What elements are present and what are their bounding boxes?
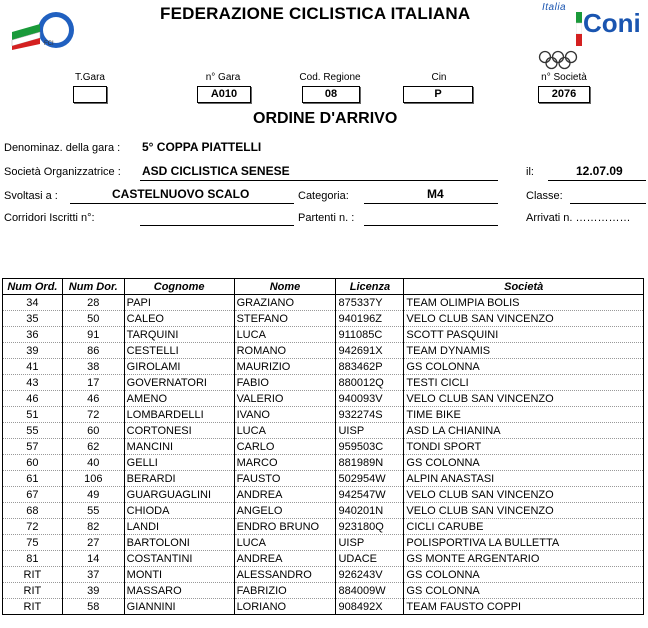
- cell-cognome: GIANNINI: [124, 599, 234, 615]
- cell-nome: STEFANO: [234, 311, 336, 327]
- cell-num-dor: 37: [62, 567, 124, 583]
- table-row: [3, 375, 644, 391]
- cell-num-ord: 36: [3, 327, 63, 343]
- cell-cognome: CORTONESI: [124, 423, 234, 439]
- table-row: [3, 599, 644, 615]
- cell-licenza: 940196Z: [336, 311, 404, 327]
- cell-nome: LUCA: [234, 535, 336, 551]
- federation-title: FEDERAZIONE CICLISTICA ITALIANA: [160, 4, 471, 23]
- cell-cognome: TARQUINI: [124, 327, 234, 343]
- table-row: [3, 567, 644, 583]
- cell-cognome: PAPI: [124, 295, 234, 311]
- coni-logo: [528, 2, 644, 72]
- tgara-box: [73, 86, 107, 103]
- categoria-underline: [364, 203, 498, 204]
- tgara-label: T.Gara: [74, 72, 105, 83]
- header-licenza: Licenza: [336, 279, 404, 295]
- classe-label: Classe:: [526, 190, 563, 202]
- cell-societa: VELO CLUB SAN VINCENZO: [404, 487, 644, 503]
- cell-licenza: 940093V: [336, 391, 404, 407]
- cell-licenza: UISP: [336, 535, 404, 551]
- cell-cognome: CESTELLI: [124, 343, 234, 359]
- cell-num-dor: 82: [62, 519, 124, 535]
- cell-nome: FABIO: [234, 375, 336, 391]
- header-nome: Nome: [234, 279, 336, 295]
- cell-licenza: 959503C: [336, 439, 404, 455]
- arrivati-label: Arrivati n. ……………: [526, 212, 631, 224]
- cell-licenza: 883462P: [336, 359, 404, 375]
- cell-cognome: AMENO: [124, 391, 234, 407]
- table-row: [3, 407, 644, 423]
- partenti-underline: [364, 225, 498, 226]
- cell-num-dor: 50: [62, 311, 124, 327]
- cell-societa: POLISPORTIVA LA BULLETTA: [404, 535, 644, 551]
- table-row: [3, 455, 644, 471]
- svoltasi-underline: [70, 203, 294, 204]
- cin-label: Cin: [431, 72, 447, 83]
- cin-box: P: [403, 86, 473, 103]
- denominazione-value: 5° COPPA PIATTELLI: [142, 140, 262, 154]
- table-row: [3, 535, 644, 551]
- table-row: [3, 295, 644, 311]
- cell-nome: ALESSANDRO: [234, 567, 336, 583]
- results-table: [2, 278, 644, 615]
- cell-num-dor: 60: [62, 423, 124, 439]
- cell-num-ord: 57: [3, 439, 63, 455]
- cell-societa: VELO CLUB SAN VINCENZO: [404, 311, 644, 327]
- header-num-ord: Num Ord.: [3, 279, 63, 295]
- cell-cognome: MANCINI: [124, 439, 234, 455]
- cell-num-dor: 39: [62, 583, 124, 599]
- header-societa: Società: [404, 279, 644, 295]
- cell-licenza: 932274S: [336, 407, 404, 423]
- cell-societa: GS COLONNA: [404, 359, 644, 375]
- header-cognome: Cognome: [124, 279, 234, 295]
- cell-num-dor: 17: [62, 375, 124, 391]
- cell-num-ord: 61: [3, 471, 63, 487]
- cell-licenza: UISP: [336, 423, 404, 439]
- table-row: [3, 487, 644, 503]
- cell-num-dor: 40: [62, 455, 124, 471]
- cell-num-ord: 75: [3, 535, 63, 551]
- cell-licenza: 875337Y: [336, 295, 404, 311]
- corridori-underline: [140, 225, 294, 226]
- cell-nome: ANGELO: [234, 503, 336, 519]
- cell-nome: GRAZIANO: [234, 295, 336, 311]
- cell-num-ord: 34: [3, 295, 63, 311]
- svoltasi-value: CASTELNUOVO SCALO: [112, 187, 250, 201]
- table-row: [3, 471, 644, 487]
- cell-societa: SCOTT PASQUINI: [404, 327, 644, 343]
- cell-cognome: LOMBARDELLI: [124, 407, 234, 423]
- cell-licenza: UDACE: [336, 551, 404, 567]
- table-row: [3, 311, 644, 327]
- cell-num-dor: 49: [62, 487, 124, 503]
- cell-societa: GS COLONNA: [404, 455, 644, 471]
- corridori-label: Corridori Iscritti n°:: [4, 212, 95, 224]
- cell-licenza: 940201N: [336, 503, 404, 519]
- cell-licenza: 911085C: [336, 327, 404, 343]
- societa-value: ASD CICLISTICA SENESE: [142, 164, 290, 178]
- cell-licenza: 942547W: [336, 487, 404, 503]
- header-num-dor: Num Dor.: [62, 279, 124, 295]
- cell-nome: MAURIZIO: [234, 359, 336, 375]
- categoria-value: M4: [427, 187, 444, 201]
- results-body: [3, 295, 644, 615]
- denominazione-label: Denominaz. della gara :: [4, 142, 121, 154]
- cell-licenza: 881989N: [336, 455, 404, 471]
- fci-mark: FCI: [44, 41, 54, 47]
- codregione-label: Cod. Regione: [299, 72, 361, 83]
- cell-num-ord: 81: [3, 551, 63, 567]
- cell-num-dor: 27: [62, 535, 124, 551]
- date-label: il:: [526, 166, 534, 178]
- cell-cognome: MONTI: [124, 567, 234, 583]
- cell-nome: VALERIO: [234, 391, 336, 407]
- cell-societa: TEAM OLIMPIA BOLIS: [404, 295, 644, 311]
- cell-societa: GS COLONNA: [404, 567, 644, 583]
- cell-societa: TEAM DYNAMIS: [404, 343, 644, 359]
- cell-licenza: 926243V: [336, 567, 404, 583]
- table-row: [3, 343, 644, 359]
- cell-num-ord: 51: [3, 407, 63, 423]
- cell-nome: FAUSTO: [234, 471, 336, 487]
- cell-licenza: 942691X: [336, 343, 404, 359]
- ngara-box: A010: [197, 86, 251, 103]
- table-row: [3, 439, 644, 455]
- cell-licenza: 923180Q: [336, 519, 404, 535]
- cell-num-ord: 68: [3, 503, 63, 519]
- table-row: [3, 391, 644, 407]
- fci-logo: [10, 10, 76, 50]
- cell-cognome: CALEO: [124, 311, 234, 327]
- cell-num-dor: 14: [62, 551, 124, 567]
- cell-nome: ROMANO: [234, 343, 336, 359]
- cell-cognome: CHIODA: [124, 503, 234, 519]
- cell-cognome: BERARDI: [124, 471, 234, 487]
- cell-societa: ASD LA CHIANINA: [404, 423, 644, 439]
- cell-num-ord: 35: [3, 311, 63, 327]
- cell-cognome: GUARGUAGLINI: [124, 487, 234, 503]
- cell-num-ord: 67: [3, 487, 63, 503]
- cell-num-ord: 60: [3, 455, 63, 471]
- cell-num-ord: 55: [3, 423, 63, 439]
- table-row: [3, 503, 644, 519]
- cell-cognome: COSTANTINI: [124, 551, 234, 567]
- cell-cognome: GOVERNATORI: [124, 375, 234, 391]
- cell-societa: GS MONTE ARGENTARIO: [404, 551, 644, 567]
- table-row: [3, 359, 644, 375]
- cell-licenza: 502954W: [336, 471, 404, 487]
- cell-nome: LUCA: [234, 423, 336, 439]
- cell-num-ord: RIT: [3, 583, 63, 599]
- table-row: [3, 423, 644, 439]
- table-header-row: [3, 279, 644, 295]
- cell-cognome: BARTOLONI: [124, 535, 234, 551]
- cell-cognome: LANDI: [124, 519, 234, 535]
- partenti-label: Partenti n. :: [298, 212, 355, 224]
- table-row: [3, 583, 644, 599]
- cell-nome: ANDREA: [234, 487, 336, 503]
- cell-societa: GS COLONNA: [404, 583, 644, 599]
- cell-cognome: GIROLAMI: [124, 359, 234, 375]
- cell-societa: TIME BIKE: [404, 407, 644, 423]
- cell-cognome: GELLI: [124, 455, 234, 471]
- cell-num-dor: 55: [62, 503, 124, 519]
- cell-num-dor: 86: [62, 343, 124, 359]
- nsocieta-label: n° Società: [541, 72, 587, 83]
- cell-nome: LUCA: [234, 327, 336, 343]
- cell-nome: ENDRO BRUNO: [234, 519, 336, 535]
- table-row: [3, 327, 644, 343]
- cell-nome: MARCO: [234, 455, 336, 471]
- cell-num-ord: 43: [3, 375, 63, 391]
- cell-societa: ALPIN ANASTASI: [404, 471, 644, 487]
- cell-licenza: 908492X: [336, 599, 404, 615]
- cell-licenza: 880012Q: [336, 375, 404, 391]
- societa-label: Società Organizzatrice :: [4, 166, 121, 178]
- cell-num-ord: 72: [3, 519, 63, 535]
- cell-num-dor: 72: [62, 407, 124, 423]
- table-row: [3, 551, 644, 567]
- cell-num-ord: 39: [3, 343, 63, 359]
- categoria-label: Categoria:: [298, 190, 349, 202]
- svoltasi-label: Svoltasi a :: [4, 190, 58, 202]
- cell-societa: TONDI SPORT: [404, 439, 644, 455]
- cell-num-dor: 38: [62, 359, 124, 375]
- classe-underline: [570, 203, 646, 204]
- cell-num-dor: 46: [62, 391, 124, 407]
- nsocieta-box: 2076: [538, 86, 590, 103]
- cell-nome: CARLO: [234, 439, 336, 455]
- coni-word: Coni: [583, 8, 641, 38]
- cell-societa: VELO CLUB SAN VINCENZO: [404, 503, 644, 519]
- cell-nome: ANDREA: [234, 551, 336, 567]
- codregione-box: 08: [302, 86, 360, 103]
- coni-italia-text: Italia: [542, 2, 567, 13]
- cell-num-dor: 62: [62, 439, 124, 455]
- cell-nome: LORIANO: [234, 599, 336, 615]
- cell-cognome: MASSARO: [124, 583, 234, 599]
- olympic-rings-icon: [538, 50, 578, 72]
- coni-flag-bar: [576, 12, 582, 46]
- cell-num-dor: 106: [62, 471, 124, 487]
- page-title: ORDINE D'ARRIVO: [253, 110, 398, 127]
- table-row: [3, 519, 644, 535]
- cell-societa: VELO CLUB SAN VINCENZO: [404, 391, 644, 407]
- cell-nome: FABRIZIO: [234, 583, 336, 599]
- cell-societa: TESTI CICLI: [404, 375, 644, 391]
- ngara-label: n° Gara: [205, 72, 241, 83]
- cell-num-ord: 41: [3, 359, 63, 375]
- cell-societa: TEAM FAUSTO COPPI: [404, 599, 644, 615]
- cell-num-dor: 28: [62, 295, 124, 311]
- date-underline: [548, 180, 646, 181]
- cell-num-ord: RIT: [3, 599, 63, 615]
- cell-nome: IVANO: [234, 407, 336, 423]
- cell-licenza: 884009W: [336, 583, 404, 599]
- cell-societa: CICLI CARUBE: [404, 519, 644, 535]
- date-value: 12.07.09: [576, 164, 623, 178]
- cell-num-ord: 46: [3, 391, 63, 407]
- cell-num-dor: 91: [62, 327, 124, 343]
- cell-num-ord: RIT: [3, 567, 63, 583]
- cell-num-dor: 58: [62, 599, 124, 615]
- societa-underline: [140, 180, 498, 181]
